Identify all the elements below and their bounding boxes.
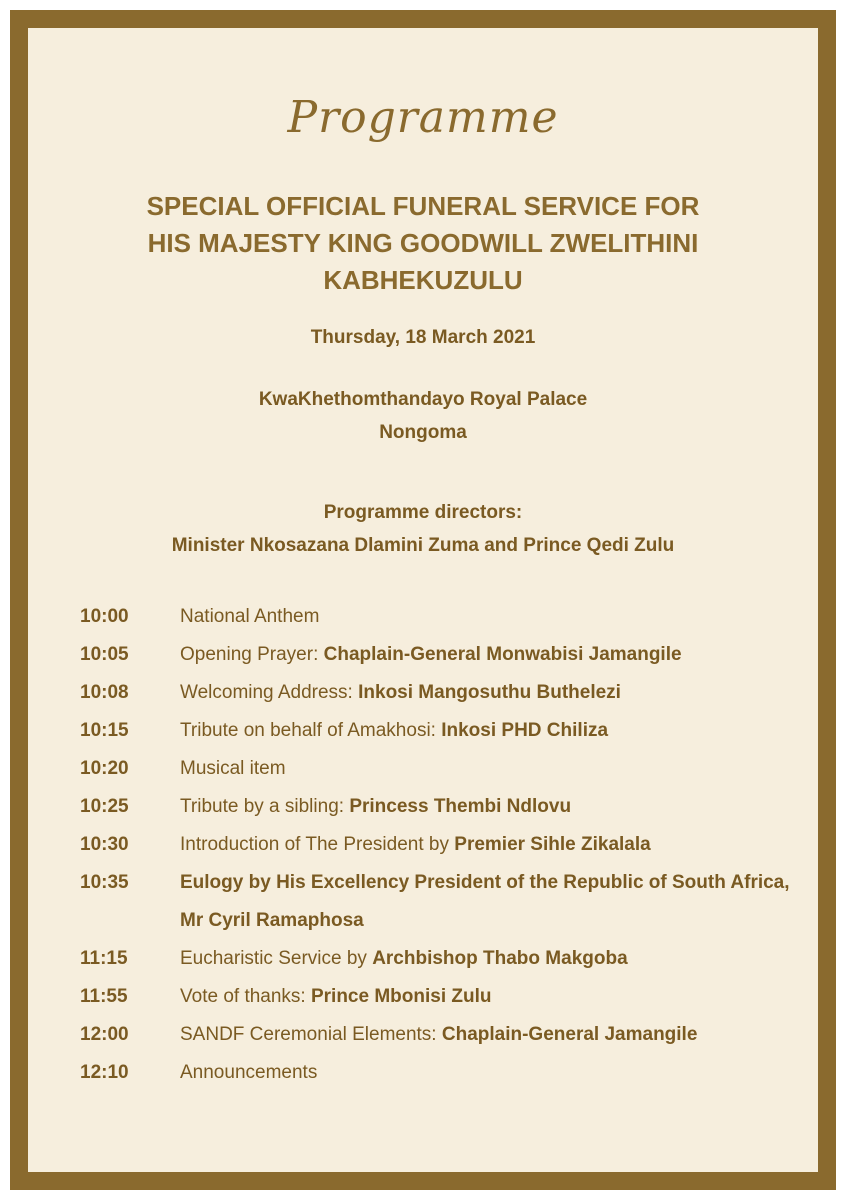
programme-heading: Programme xyxy=(287,92,559,143)
schedule-row xyxy=(80,864,810,940)
schedule-item-text: Eucharistic Service by xyxy=(180,948,373,969)
schedule-row xyxy=(80,978,810,1016)
schedule-item-speaker: Premier Sihle Zikalala xyxy=(454,834,651,855)
schedule-item-speaker: Chaplain-General Monwabisi Jamangile xyxy=(323,644,682,665)
schedule-item xyxy=(180,826,810,864)
schedule-item-speaker: Chaplain-General Jamangile xyxy=(441,1024,698,1045)
service-title xyxy=(28,188,818,299)
schedule-item xyxy=(180,598,810,636)
schedule-item xyxy=(180,788,810,826)
schedule-item xyxy=(180,636,810,674)
schedule-row xyxy=(80,712,810,750)
schedule-time: 10:25 xyxy=(80,796,129,817)
schedule-row xyxy=(80,674,810,712)
schedule-row xyxy=(80,826,810,864)
schedule-item-text: Musical item xyxy=(180,758,286,779)
schedule-item-text: Tribute by a sibling: xyxy=(180,796,350,817)
service-title-line-3: KABHEKUZULU xyxy=(323,265,523,295)
schedule-time: 10:20 xyxy=(80,758,129,779)
service-title-line-2: HIS MAJESTY KING GOODWILL ZWELITHINI xyxy=(147,228,699,258)
schedule-item-text: National Anthem xyxy=(180,606,320,627)
schedule-time: 10:00 xyxy=(80,606,129,627)
schedule-item xyxy=(180,712,810,750)
schedule-item xyxy=(180,940,810,978)
schedule-row xyxy=(80,788,810,826)
schedule-time: 12:00 xyxy=(80,1024,129,1045)
schedule-item-text: Tribute on behalf of Amakhosi: xyxy=(180,720,442,741)
schedule-row xyxy=(80,636,810,674)
schedule-time: 12:10 xyxy=(80,1062,129,1083)
programme-directors xyxy=(28,496,818,562)
schedule-list xyxy=(80,598,810,1092)
schedule-item-speaker: Inkosi Mangosuthu Buthelezi xyxy=(358,682,621,703)
schedule-item-text: Vote of thanks: xyxy=(180,986,311,1007)
schedule-row xyxy=(80,1054,810,1092)
programme-frame xyxy=(10,10,836,1190)
schedule-item-text: Welcoming Address: xyxy=(180,682,359,703)
schedule-item xyxy=(180,864,810,940)
schedule-time: 10:15 xyxy=(80,720,129,741)
directors-names: Minister Nkosazana Dlamini Zuma and Prince Qedi Zulu xyxy=(171,535,675,556)
schedule-item xyxy=(180,750,810,788)
schedule-time: 10:05 xyxy=(80,644,129,665)
schedule-item xyxy=(180,674,810,712)
schedule-item-speaker: Princess Thembi Ndlovu xyxy=(349,796,572,817)
venue-town: Nongoma xyxy=(379,422,467,443)
schedule-item-speaker: Prince Mbonisi Zulu xyxy=(310,986,492,1007)
schedule-item-text: Announcements xyxy=(180,1062,318,1083)
service-date: Thursday, 18 March 2021 xyxy=(310,327,536,348)
schedule-time: 10:08 xyxy=(80,682,129,703)
schedule-item-text: Introduction of The President by xyxy=(180,834,455,855)
schedule-time: 11:15 xyxy=(80,948,128,969)
schedule-row xyxy=(80,940,810,978)
schedule-item xyxy=(180,1054,810,1092)
schedule-item xyxy=(180,978,810,1016)
service-title-line-1: SPECIAL OFFICIAL FUNERAL SERVICE FOR xyxy=(146,191,700,221)
schedule-row xyxy=(80,750,810,788)
venue xyxy=(28,383,818,449)
schedule-item-text: SANDF Ceremonial Elements: xyxy=(180,1024,442,1045)
venue-name: KwaKhethomthandayo Royal Palace xyxy=(258,389,588,410)
schedule-time: 10:35 xyxy=(80,872,129,893)
schedule-item-text: Opening Prayer: xyxy=(180,644,324,665)
directors-label: Programme directors: xyxy=(323,502,523,523)
schedule-row xyxy=(80,598,810,636)
schedule-row xyxy=(80,1016,810,1054)
schedule-item-speaker: Inkosi PHD Chiliza xyxy=(441,720,609,741)
schedule-item-speaker: Archbishop Thabo Makgoba xyxy=(372,948,628,969)
schedule-time: 10:30 xyxy=(80,834,129,855)
schedule-item-speaker: Eulogy by His Excellency President of the Republic of South Africa, Mr Cyril Ramaphosa xyxy=(180,872,790,931)
schedule-time: 11:55 xyxy=(80,986,128,1007)
schedule-item xyxy=(180,1016,810,1054)
